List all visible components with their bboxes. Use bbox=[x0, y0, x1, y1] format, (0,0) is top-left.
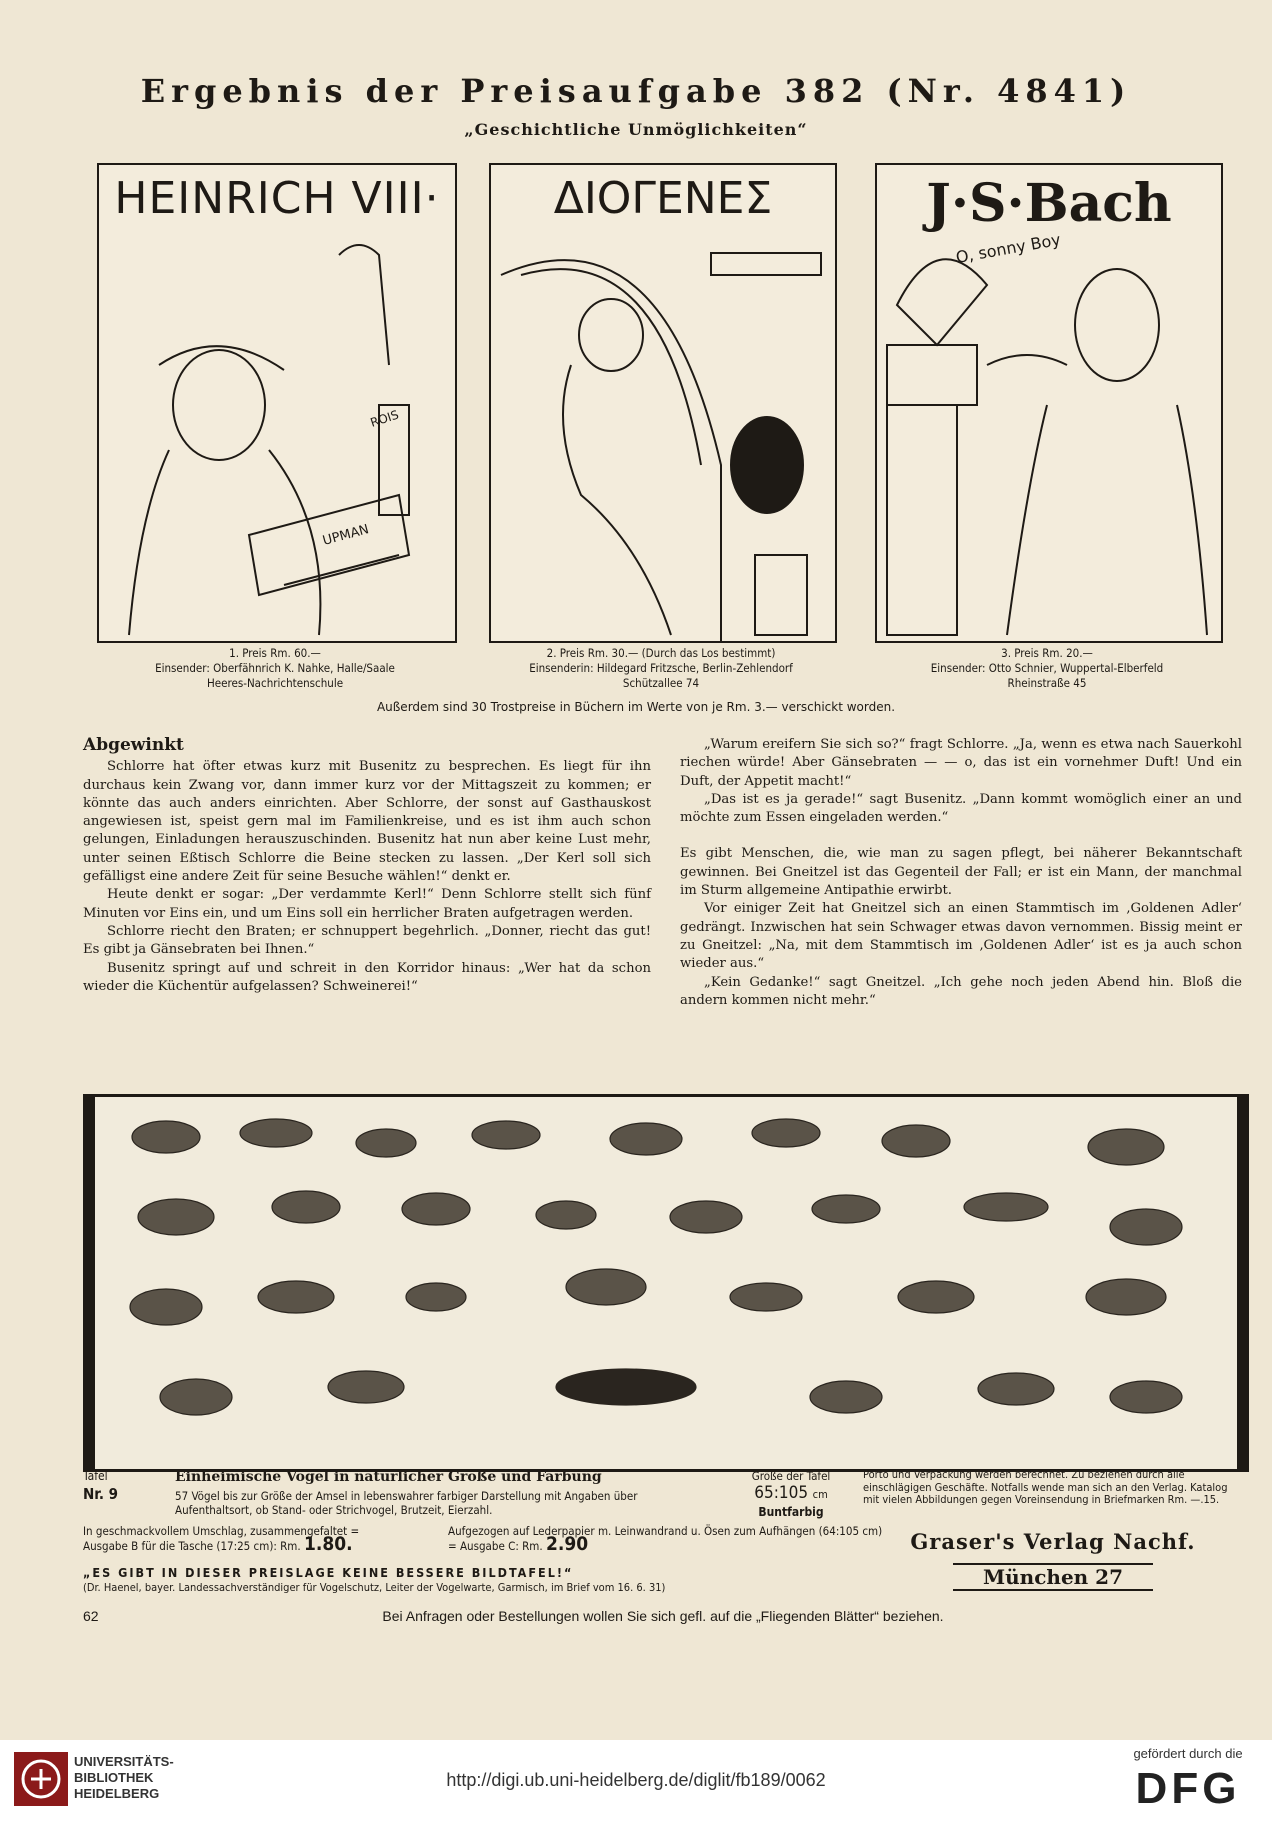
bach-illustration bbox=[877, 165, 1221, 641]
ad-shipping: Porto und Verpackung werden berechnet. Zu beziehen durch alle einschlägigen Geschäfte. Notfalls wende man sich an den Verlag. Katalog mit vielen Abbildungen gegen Voreinsendung in Briefmarken Rm. —.15. bbox=[863, 1468, 1228, 1506]
sender-3-line2: Rheinstraße 45 bbox=[1007, 676, 1087, 690]
ad-edition-c bbox=[448, 1525, 888, 1553]
ad-edition-c-text: Aufgezogen auf Lederpapier m. Leinwandrand u. Ösen zum Aufhängen (64:105 cm) = Ausgabe C: Rm. bbox=[448, 1524, 883, 1553]
bird-illustrations bbox=[86, 1097, 1246, 1469]
page-title: Ergebnis der Preisaufgabe 382 (Nr. 4841) bbox=[140, 72, 1132, 110]
cartoon-bach bbox=[875, 163, 1223, 643]
caption-1 bbox=[90, 646, 460, 691]
consolation-note: Außerdem sind 30 Trostpreise in Büchern im Werte von je Rm. 3.— verschickt worden. bbox=[376, 700, 896, 714]
order-note: Bei Anfragen oder Bestellungen wollen Sie sich gefl. auf die „Fliegenden Blätter“ beziehen. bbox=[382, 1608, 944, 1624]
bird-chart-advertisement bbox=[83, 1094, 1249, 1472]
paragraph: Schlorre hat öfter etwas kurz mit Busenitz zu besprechen. Es liegt für ihn durchaus kein Zwang vor, dann immer kurz vor der Mittagszeit zu kommen; er könnte das auch anders einrichten. Aber Schlorre, der sonst auf Gasthauskost angewiesen ist, speist gern mal im Familienkreise, und es ist ihm auch schon gelungen, Einladungen herauszuschinden. Busenitz hat nun aber keine Lust mehr, unter seinen Eßtisch Schlorre die Beine stecken zu lassen. „Der Kerl soll sich gefälligst eine andere Zeit für seine Besuche wählen!“ denkt er. bbox=[83, 759, 651, 885]
cartoon-heinrich bbox=[97, 163, 457, 643]
sender-2-line2: Schützallee 74 bbox=[622, 676, 700, 690]
cartoon-diogenes bbox=[489, 163, 837, 643]
caption-3 bbox=[862, 646, 1232, 691]
ad-border-left bbox=[86, 1097, 95, 1469]
ad-nr: Nr. 9 bbox=[83, 1485, 119, 1503]
paragraph: „Warum ereifern Sie sich so?“ fragt Schlorre. „Ja, wenn es etwa nach Sauerkohl riechen würde! Aber Gänsebraten — — o, das ist ein vornehmer Duft! Und ein Duft, der Appetit macht!“ bbox=[680, 737, 1242, 789]
ad-size bbox=[731, 1483, 851, 1503]
page-subtitle: „Geschichtliche Unmöglichkeiten“ bbox=[464, 120, 808, 139]
ad-color-label: Buntfarbig bbox=[758, 1505, 824, 1519]
funding-label: gefördert durch die bbox=[1133, 1746, 1243, 1761]
paragraph: Es gibt Menschen, die, wie man zu sagen pflegt, bei näherer Bekanntschaft gewinnen. Bei Gneitzel ist das Gegenteil der Fall; er ist ein Mann, der manchmal im Sturm allgemeine Antipathie erwirbt. bbox=[680, 846, 1242, 899]
paragraph: „Das ist es ja gerade!“ sagt Busenitz. „Dann kommt womöglich einer an und möchte zum Essen eingeladen werden.“ bbox=[680, 791, 1242, 826]
ad-quote: „ES GIBT IN DIESER PREISLAGE KEINE BESSERE BILDTAFEL!“ bbox=[83, 1565, 574, 1580]
ad-edition-b bbox=[83, 1525, 383, 1553]
ad-heading: Einheimische Vögel in natürlicher Größe und Färbung bbox=[175, 1469, 602, 1485]
cartoon-title: HEINRICH VIII· bbox=[114, 173, 440, 224]
paragraph: Heute denkt er sogar: „Der verdammte Kerl!“ Denn Schlorre stellt sich fünf Minuten vor Eins ein, und um Eins soll ein herrlicher Braten aufgetragen werden. bbox=[83, 887, 651, 921]
ad-size-unit: cm bbox=[812, 1488, 828, 1501]
cigar-box-label: UPMAN bbox=[321, 522, 371, 549]
speech-text: O, sonny Boy bbox=[954, 229, 1063, 267]
ad-size-value: 65:105 bbox=[754, 1483, 809, 1503]
dfg-logo: DFG bbox=[1135, 1764, 1241, 1813]
story-heading: Abgewinkt bbox=[83, 735, 184, 755]
heinrich-illustration bbox=[99, 165, 455, 641]
publisher-name: Graser's Verlag Nachf. bbox=[910, 1529, 1196, 1554]
prize-2: 2. Preis Rm. 30.— (Durch das Los bestimmt) bbox=[546, 646, 776, 660]
ad-size-label: Größe der Tafel bbox=[751, 1469, 831, 1483]
caption-2 bbox=[476, 646, 846, 691]
ad-price-c: 2.90 bbox=[545, 1533, 589, 1555]
library-line-3: HEIDELBERG bbox=[74, 1786, 160, 1801]
cartoon-title: J·S·Bach bbox=[926, 173, 1172, 234]
ad-quote-source: (Dr. Haenel, bayer. Landessachverständiger für Vogelschutz, Leiter der Vogelwarte, Garmisch, im Brief vom 16. 6. 31) bbox=[83, 1581, 666, 1594]
ad-tafel: Tafel bbox=[83, 1469, 108, 1483]
ad-border-right bbox=[1237, 1097, 1246, 1469]
publisher-city: München 27 bbox=[953, 1563, 1153, 1591]
paragraph: „Kein Gedanke!“ sagt Gneitzel. „Ich gehe noch jeden Abend hin. Bloß die andern kommen nicht mehr.“ bbox=[680, 974, 1242, 1008]
paragraph: Busenitz springt auf und schreit in den Korridor hinaus: „Wer hat da schon wieder die Küchentür aufgelassen? Schweinerei!“ bbox=[83, 960, 651, 994]
library-line-2: BIBLIOTHEK bbox=[74, 1770, 154, 1785]
ad-edition-b-text: In geschmackvollem Umschlag, zusammengefaltet = Ausgabe B für die Tasche (17:25 cm): Rm. bbox=[83, 1524, 360, 1553]
page-url-link[interactable]: http://digi.ub.uni-heidelberg.de/diglit/fb189/0062 bbox=[446, 1770, 826, 1790]
prize-1: 1. Preis Rm. 60.— bbox=[229, 646, 321, 660]
paragraph: Vor einiger Zeit hat Gneitzel sich an einen Stammtisch im ‚Goldenen Adler‘ gedrängt. Inzwischen hat sein Schwager etwas davon vernommen. Bissig meint er zu Gneitzel: „Na, mit dem Stammtisch im ‚Goldenen Adler‘ ist es ja auch schon wieder aus.“ bbox=[680, 901, 1242, 972]
sender-2: Einsenderin: Hildegard Fritzsche, Berlin-Zehlendorf bbox=[529, 661, 793, 675]
prize-3: 3. Preis Rm. 20.— bbox=[1001, 646, 1093, 660]
library-line-1: UNIVERSITÄTS- bbox=[74, 1754, 174, 1769]
page-number: 62 bbox=[83, 1608, 99, 1624]
ad-details bbox=[83, 1469, 1243, 1609]
sender-3: Einsender: Otto Schnier, Wuppertal-Elberfeld bbox=[930, 661, 1164, 675]
bottle-label: ROIS bbox=[368, 407, 401, 430]
sender-1-line2: Heeres-Nachrichtenschule bbox=[206, 676, 344, 690]
digitization-footer bbox=[0, 1740, 1272, 1824]
ad-price-b: 1.80. bbox=[303, 1533, 353, 1555]
paragraph: Schlorre riecht den Braten; er schnuppert begehrlich. „Donner, riecht das gut! Es gibt ja Gänsebraten bei Ihnen.“ bbox=[83, 923, 651, 958]
diogenes-illustration bbox=[491, 165, 835, 641]
story-left bbox=[83, 736, 651, 996]
cartoon-title: ΔΙΟΓΕΝΕΣ bbox=[553, 173, 773, 224]
sender-1: Einsender: Oberfähnrich K. Nahke, Halle/Saale bbox=[155, 661, 395, 675]
ad-description: 57 Vögel bis zur Größe der Amsel in lebenswahrer farbiger Darstellung mit Angaben über Aufenthaltsort, ob Stand- oder Strichvogel, Brutzeit, Eierzahl. bbox=[175, 1489, 638, 1517]
story-right bbox=[680, 736, 1242, 1010]
